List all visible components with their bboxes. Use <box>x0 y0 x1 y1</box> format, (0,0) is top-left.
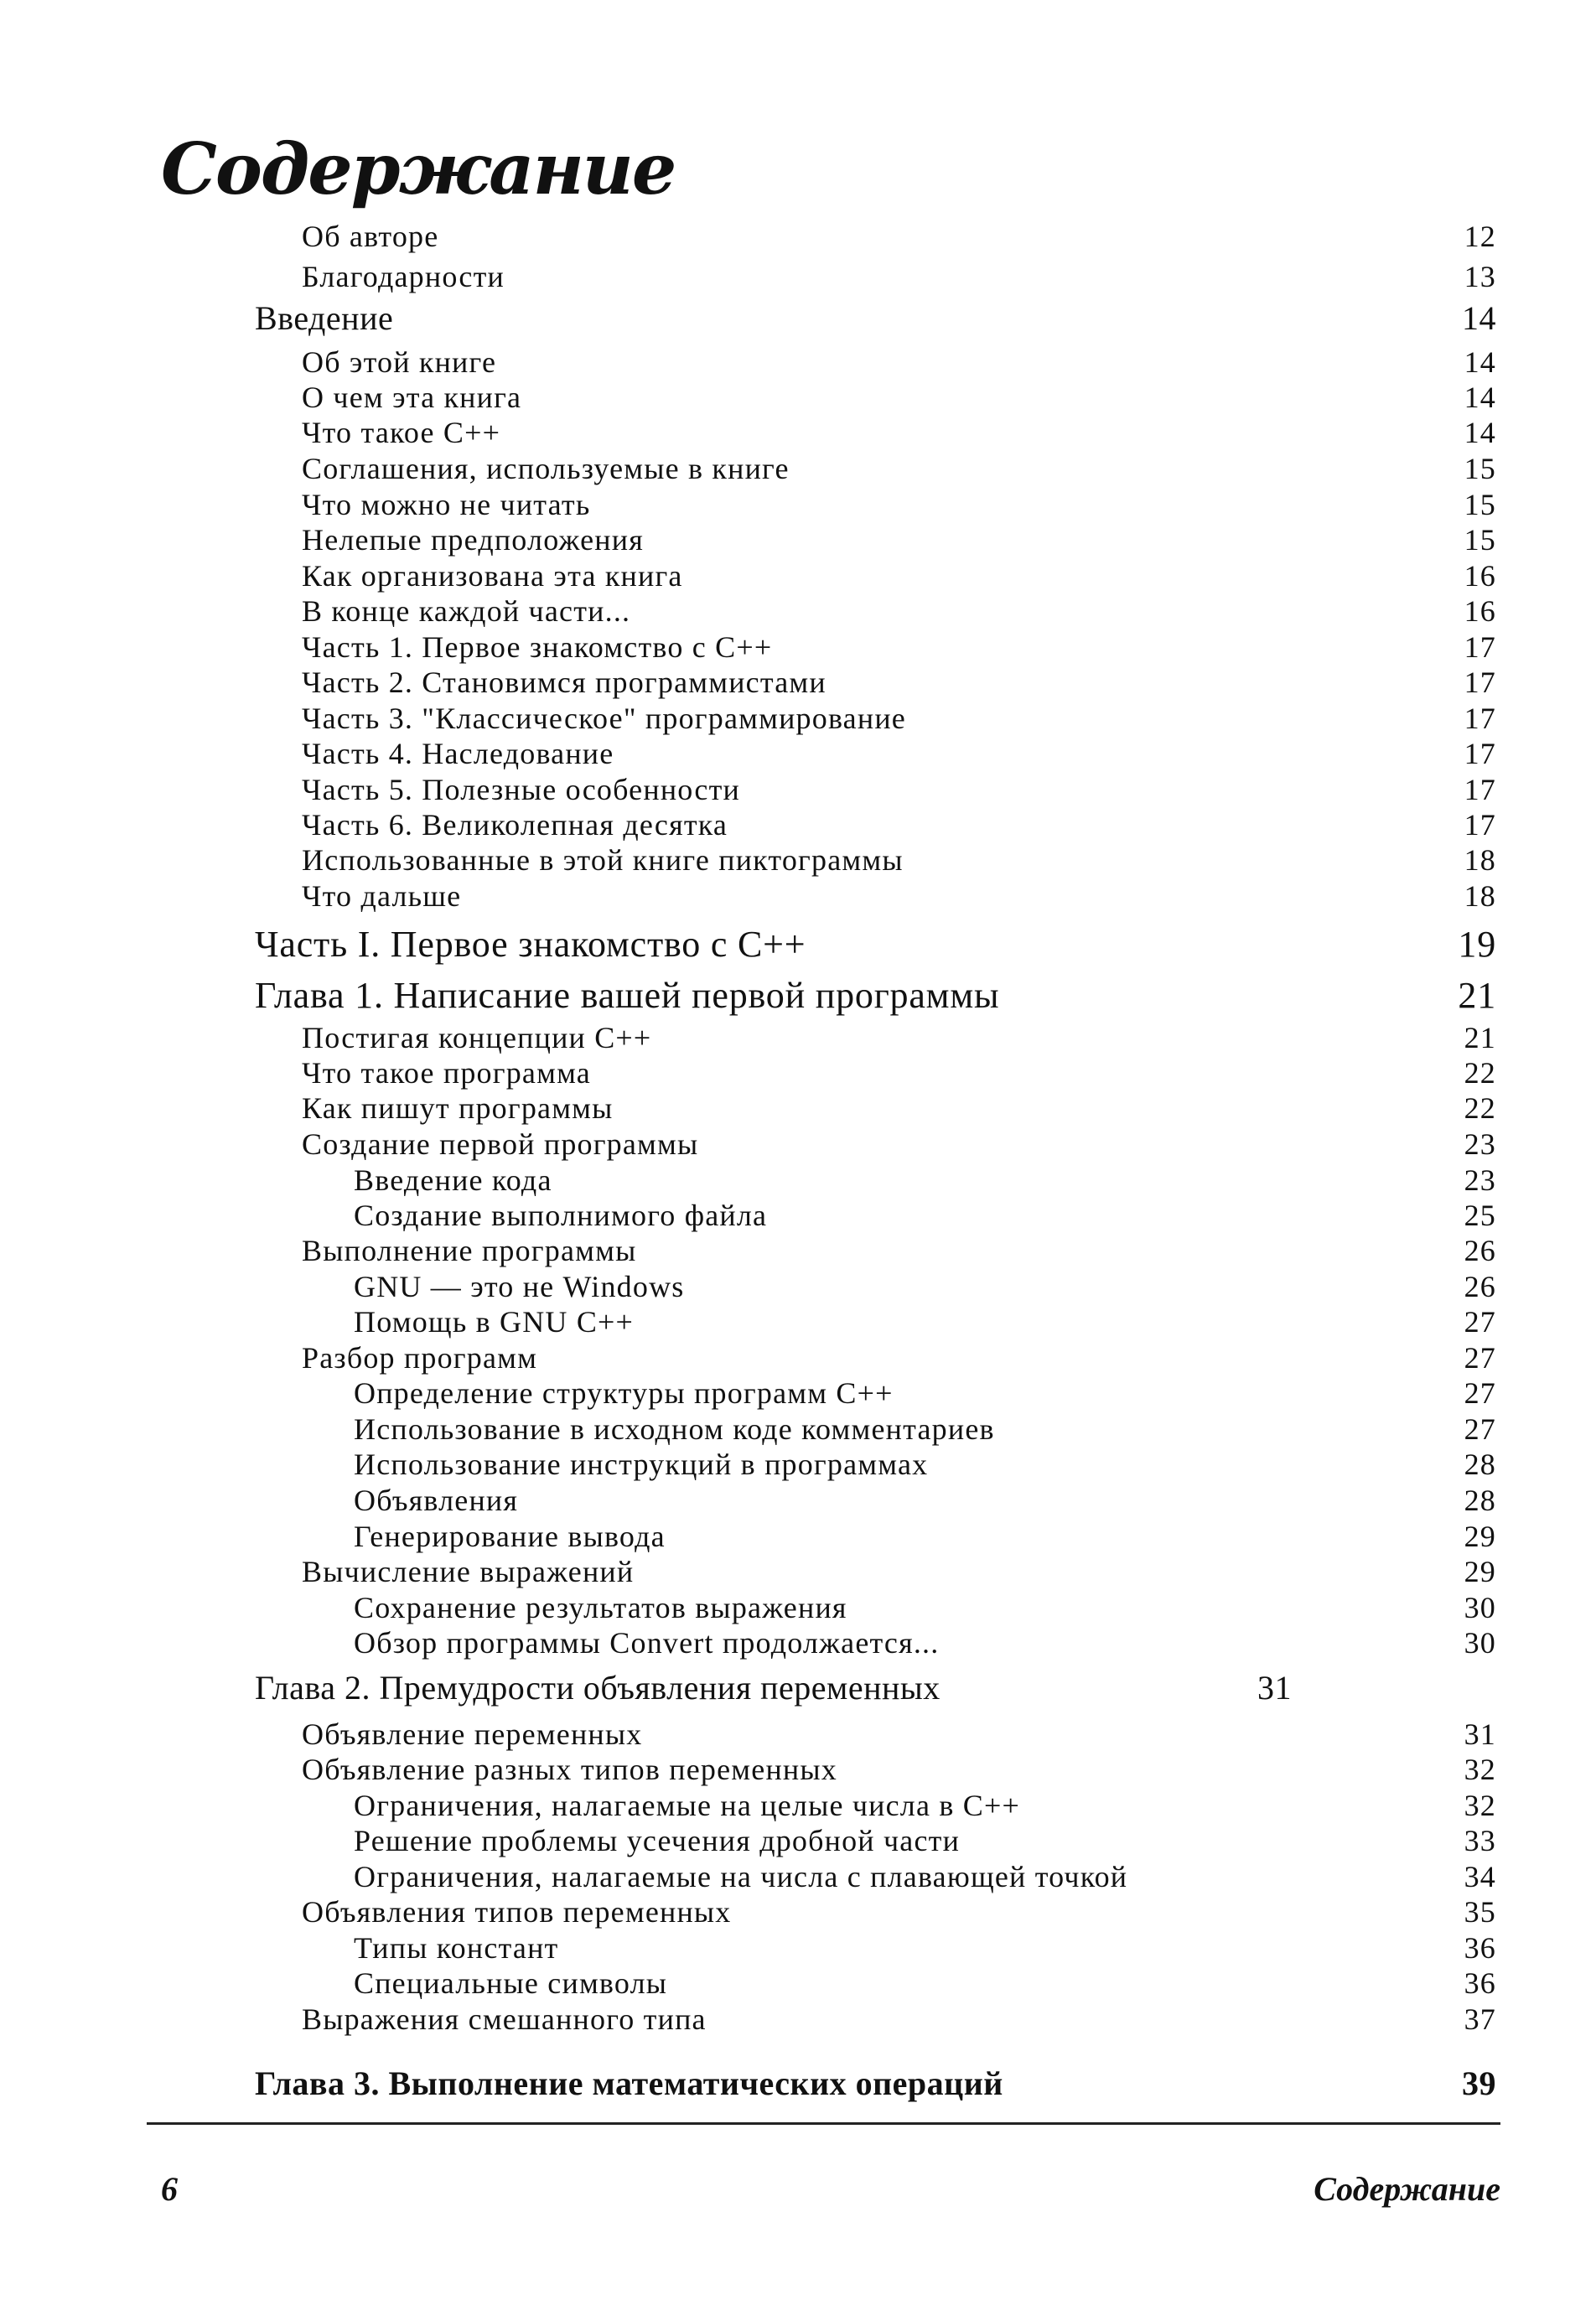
toc-entry <box>354 1968 1596 1998</box>
toc-entry <box>302 1754 1596 1784</box>
toc-entry-title: Выражения смешанного типа <box>302 2002 707 2036</box>
toc-entry-title: Специальные символы <box>354 1966 668 2000</box>
toc-entry-title: Глава 3. Выполнение математических операций <box>255 2064 1003 2102</box>
toc-entry-page: 21 <box>1464 1021 1496 1054</box>
toc-entry-page: 22 <box>1464 1091 1496 1125</box>
toc-entry-page: 27 <box>1464 1412 1496 1446</box>
toc-entry-page: 14 <box>1464 345 1496 379</box>
toc-entry-title: Благодарности <box>302 260 505 293</box>
toc-entry <box>302 1129 1596 1159</box>
toc-entry <box>302 453 1596 484</box>
toc-entry-title: Часть I. Первое знакомство с С++ <box>255 924 806 965</box>
toc-entry-title: Использованные в этой книге пиктограммы <box>302 843 904 877</box>
toc-entry-title: Сохранение результатов выражения <box>354 1591 847 1624</box>
toc-entry-page: 29 <box>1464 1555 1496 1588</box>
toc-entry-title: Ограничения, налагаемые на целые числа в С++ <box>354 1789 1020 1822</box>
toc-entry-title: Часть 1. Первое знакомство с С++ <box>302 630 773 664</box>
toc-entry-page: 17 <box>1464 666 1496 699</box>
toc-entry-title: Создание выполнимого файла <box>354 1199 768 1232</box>
toc-entry-page: 23 <box>1464 1163 1496 1197</box>
toc-entry-title: Обзор программы Convert продолжается... <box>354 1626 940 1660</box>
toc-entry <box>302 1343 1596 1373</box>
toc-entry-page: 21 <box>1458 975 1496 1016</box>
toc-entry-title: Объявления типов переменных <box>302 1895 732 1929</box>
toc-entry <box>302 774 1596 805</box>
toc-entry-page: 25 <box>1464 1199 1496 1232</box>
toc-entry-title: Объявление разных типов переменных <box>302 1753 837 1786</box>
toc-entry <box>354 1933 1596 1963</box>
toc-entry-page: 29 <box>1464 1520 1496 1553</box>
toc-entry-title: Нелепые предположения <box>302 523 644 557</box>
toc-entry-page: 18 <box>1464 843 1496 877</box>
toc-entry-page: 32 <box>1464 1789 1496 1822</box>
toc-entry-page: 26 <box>1464 1270 1496 1303</box>
toc-entry <box>302 632 1596 662</box>
toc-entry <box>302 417 1596 448</box>
toc-entry <box>302 703 1596 733</box>
toc-entry-page: 23 <box>1464 1127 1496 1161</box>
toc-entry <box>255 299 1596 337</box>
toc-entry-page: 16 <box>1464 594 1496 628</box>
toc-entry <box>302 881 1596 911</box>
toc-entry <box>302 738 1596 769</box>
toc-entry-page: 14 <box>1464 381 1496 414</box>
toc-entry-page: 27 <box>1464 1376 1496 1410</box>
toc-entry <box>302 347 1596 377</box>
toc-entry-page: 31 <box>1464 1717 1496 1751</box>
toc-entry <box>354 1414 1596 1444</box>
toc-entry-title: Введение <box>255 299 394 337</box>
toc-entry-page: 28 <box>1464 1448 1496 1481</box>
toc-entry-page: 12 <box>1464 220 1496 253</box>
toc-entry-page: 30 <box>1464 1591 1496 1624</box>
toc-entry <box>302 221 1596 251</box>
toc-entry <box>354 1826 1596 1856</box>
toc-entry-title: Соглашения, используемые в книге <box>302 452 790 485</box>
toc-entry <box>302 1235 1596 1266</box>
toc-entry <box>302 1023 1596 1053</box>
toc-entry-title: Часть 3. "Классическое" программирование <box>302 702 906 735</box>
toc-entry <box>354 1862 1596 1892</box>
footer-section-title: Содержание <box>1314 2170 1500 2208</box>
toc-entry-title: Вычисление выражений <box>302 1555 635 1588</box>
footer-page-number: 6 <box>161 2170 178 2208</box>
toc-entry <box>255 977 1596 1014</box>
toc-entry-page: 17 <box>1464 737 1496 770</box>
toc-entry <box>255 2064 1596 2102</box>
toc-entry-page: 31 <box>1257 1669 1292 1707</box>
toc-entry <box>354 1790 1596 1821</box>
toc-entry <box>302 525 1596 555</box>
toc-entry-page: 37 <box>1464 2002 1496 2036</box>
toc-entry-title: Введение кода <box>354 1163 552 1197</box>
page-title: Содержание <box>161 127 676 210</box>
toc-entry <box>354 1521 1596 1551</box>
toc-entry-page: 27 <box>1464 1305 1496 1339</box>
toc-entry <box>302 2004 1596 2034</box>
toc-entry-title: Использование в исходном коде комментариев <box>354 1412 995 1446</box>
toc-entry-page: 39 <box>1462 2064 1496 2102</box>
toc-entry <box>354 1485 1596 1515</box>
toc-entry-page: 36 <box>1464 1966 1496 2000</box>
toc-entry-title: Помощь в GNU С++ <box>354 1305 635 1339</box>
toc-entry-page: 14 <box>1462 299 1496 337</box>
toc-entry-title: Часть 4. Наследование <box>302 737 614 770</box>
toc-entry <box>354 1200 1596 1230</box>
toc-entry-page: 34 <box>1464 1860 1496 1893</box>
toc-entry-page: 13 <box>1464 260 1496 293</box>
toc-entry-title: Часть 5. Полезные особенности <box>302 773 740 806</box>
toc-entry-page: 35 <box>1464 1895 1496 1929</box>
toc-entry-title: Как организована эта книга <box>302 559 683 593</box>
toc-entry-title: Об этой книге <box>302 345 497 379</box>
toc-entry-page: 17 <box>1464 702 1496 735</box>
toc-entry-title: Глава 2. Премудрости объявления переменных <box>255 1669 940 1707</box>
toc-entry <box>302 596 1596 626</box>
toc-entry-page: 17 <box>1464 773 1496 806</box>
toc-entry-title: Постигая концепции С++ <box>302 1021 652 1054</box>
toc-entry <box>354 1378 1596 1408</box>
toc-entry <box>302 1093 1596 1123</box>
toc-entry <box>255 926 1596 963</box>
toc-entry-page: 36 <box>1464 1931 1496 1965</box>
toc-entry-page: 19 <box>1458 924 1496 965</box>
toc-entry-title: Часть 2. Становимся программистами <box>302 666 826 699</box>
toc-entry-title: Генерирование вывода <box>354 1520 666 1553</box>
toc-entry-page: 15 <box>1464 488 1496 521</box>
toc-entry-title: В конце каждой части... <box>302 594 631 628</box>
toc-entry <box>302 382 1596 412</box>
toc-entry <box>354 1449 1596 1479</box>
toc-entry-title: Объявление переменных <box>302 1717 643 1751</box>
toc-entry <box>302 1557 1596 1587</box>
toc-entry-page: 15 <box>1464 452 1496 485</box>
toc-entry-title: Определение структуры программ С++ <box>354 1376 894 1410</box>
toc-entry <box>302 1058 1596 1088</box>
toc-entry-title: Что можно не читать <box>302 488 591 521</box>
toc-entry-title: Ограничения, налагаемые на числа с плавающей точкой <box>354 1860 1128 1893</box>
toc-entry <box>302 667 1596 697</box>
toc-entry <box>302 1897 1596 1927</box>
toc-entry <box>302 262 1596 292</box>
toc-entry-title: Разбор программ <box>302 1341 538 1375</box>
toc-entry-page: 22 <box>1464 1056 1496 1090</box>
toc-entry-title: О чем эта книга <box>302 381 522 414</box>
toc-entry-page: 26 <box>1464 1234 1496 1267</box>
toc-entry <box>354 1593 1596 1623</box>
toc-entry <box>255 1671 1596 1705</box>
toc-entry-title: Как пишут программы <box>302 1091 614 1125</box>
toc-entry <box>302 810 1596 840</box>
toc-entry-title: Объявления <box>354 1484 519 1517</box>
toc-entry <box>354 1628 1596 1658</box>
toc-entry-title: Что дальше <box>302 879 462 913</box>
toc-entry <box>302 489 1596 520</box>
toc-entry-title: Что такое С++ <box>302 416 501 449</box>
toc-entry-page: 30 <box>1464 1626 1496 1660</box>
toc-entry-page: 14 <box>1464 416 1496 449</box>
toc-entry <box>354 1165 1596 1195</box>
toc-entry-page: 18 <box>1464 879 1496 913</box>
toc-entry-page: 32 <box>1464 1753 1496 1786</box>
toc-entry-page: 27 <box>1464 1341 1496 1375</box>
toc-entry-title: Об авторе <box>302 220 439 253</box>
toc-entry <box>302 845 1596 875</box>
toc-entry-page: 28 <box>1464 1484 1496 1517</box>
toc-entry-title: GNU — это не Windows <box>354 1270 685 1303</box>
toc-entry-page: 17 <box>1464 808 1496 842</box>
toc-entry-title: Решение проблемы усечения дробной части <box>354 1824 961 1857</box>
toc-entry <box>354 1272 1596 1302</box>
footer-divider <box>147 2122 1500 2125</box>
toc-entry-title: Что такое программа <box>302 1056 591 1090</box>
toc-entry-page: 17 <box>1464 630 1496 664</box>
toc-entry-title: Выполнение программы <box>302 1234 637 1267</box>
toc-entry-title: Глава 1. Написание вашей первой программы <box>255 975 1000 1016</box>
toc-entry-title: Использование инструкций в программах <box>354 1448 929 1481</box>
toc-entry-page: 16 <box>1464 559 1496 593</box>
toc-entry-page: 15 <box>1464 523 1496 557</box>
toc-entry <box>302 1719 1596 1749</box>
toc-entry-title: Создание первой программы <box>302 1127 699 1161</box>
toc-entry-title: Типы констант <box>354 1931 559 1965</box>
toc-entry-page: 33 <box>1464 1824 1496 1857</box>
toc-entry <box>354 1307 1596 1337</box>
toc-entry-title: Часть 6. Великолепная десятка <box>302 808 728 842</box>
toc-entry <box>302 561 1596 591</box>
